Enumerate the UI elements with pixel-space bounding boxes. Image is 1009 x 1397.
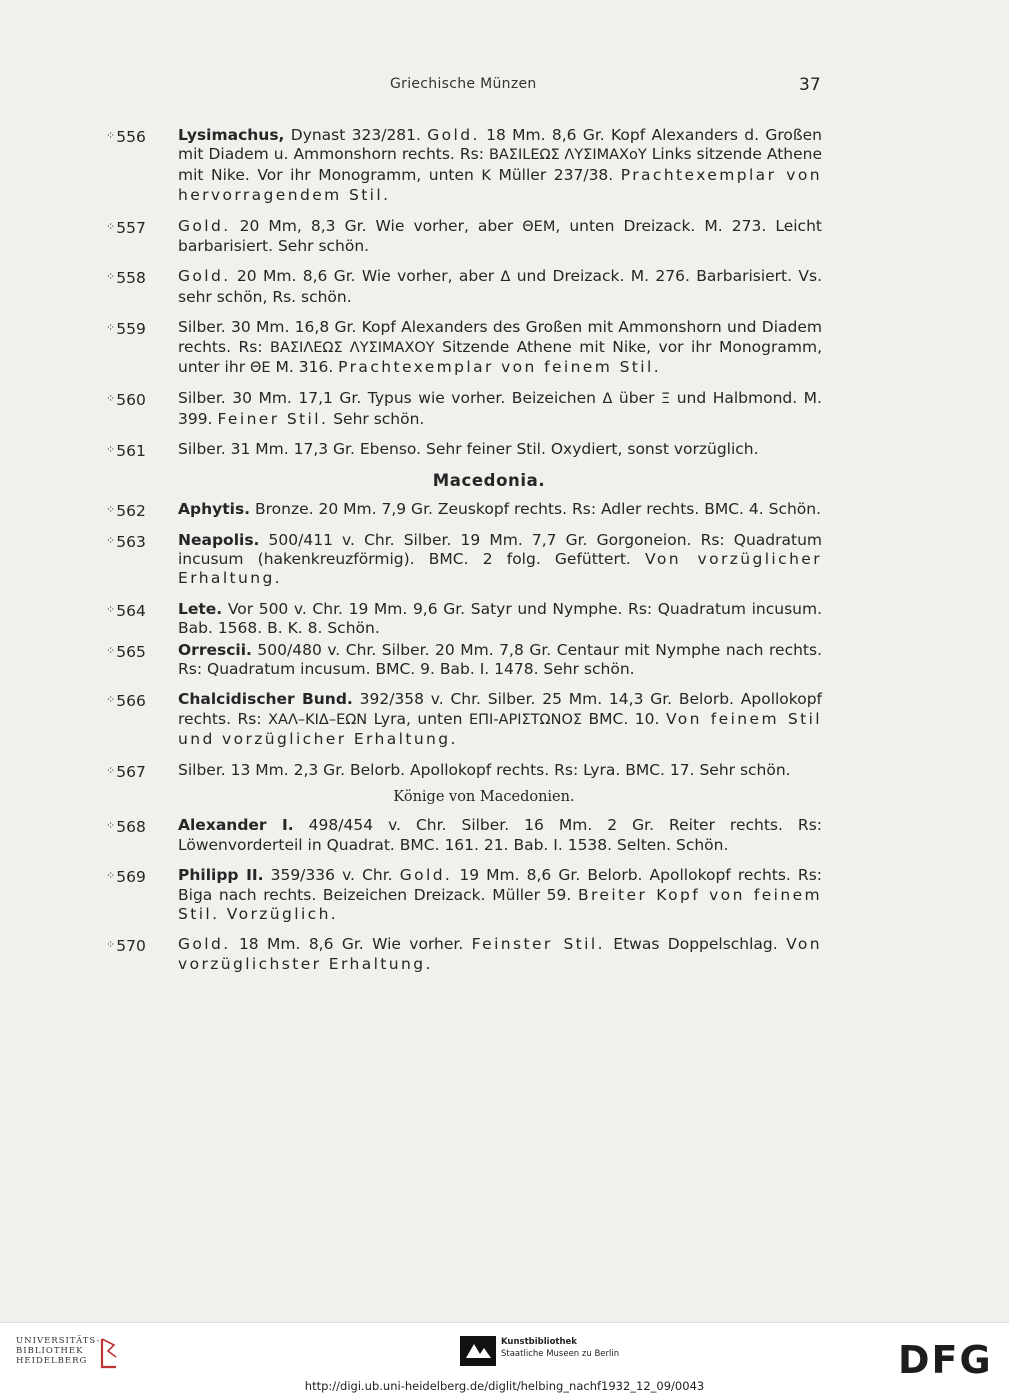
entry-text: BMC. 10. xyxy=(582,709,666,728)
catalog-entry xyxy=(106,267,822,307)
kunstbibliothek-logo-icon[interactable] xyxy=(460,1336,496,1366)
entry-text: Sitzende Athene mit Nike, vor ihr Monogramm, unter ihr xyxy=(178,337,822,377)
greek-legend: ΘΕ xyxy=(250,360,271,377)
emphasis-text: Von vorzüglichster Erhaltung. xyxy=(178,935,822,973)
entry-number xyxy=(106,690,166,711)
emphasis-text: Breiter Kopf von feinem Stil. Vorzüglich. xyxy=(178,885,823,923)
emphasis-text: Gold. xyxy=(178,267,231,286)
entry-text: und Dreizack. M. 276. Barbarisiert. Vs. sehr schön, Rs. schön. xyxy=(178,267,822,306)
entry-text: Etwas Doppelschlag. xyxy=(604,935,787,954)
entry-title: Philipp II. xyxy=(178,866,264,885)
entry-text: Lyra, unten xyxy=(367,709,469,728)
entry-number xyxy=(106,761,166,782)
entry-number-value: 560 xyxy=(116,391,146,410)
entry-text: 359/336 v. Chr. xyxy=(263,866,400,885)
catalog-entry xyxy=(106,690,822,749)
entry-title: Neapolis. xyxy=(178,530,260,549)
emphasis-text: Gold. xyxy=(178,216,231,235)
entries-macedonian-kings xyxy=(106,816,822,974)
entry-text: Silber. 30 Mm. 16,8 Gr. Kopf Alexanders des Großen mit Ammonshorn und Diadem rechts. Rs: xyxy=(178,318,822,356)
entry-text: 18 Mm. 8,6 Gr. Wie vorher. xyxy=(230,935,472,954)
entry-text: 18 Mm. 8,6 Gr. Kopf Alexanders d. Großen mit Diadem u. Ammonshorn rechts. Rs: xyxy=(178,126,822,164)
star-icon: ⁘ xyxy=(106,819,116,833)
entry-number-value: 565 xyxy=(116,642,146,661)
entry-title: Orrescii. xyxy=(178,640,252,659)
star-icon: ⁘ xyxy=(106,321,116,335)
catalog-entry xyxy=(106,389,822,429)
permalink-url[interactable]: http://digi.ub.uni-heidelberg.de/diglit/helbing_nachf1932_12_09/0043 xyxy=(304,1379,705,1393)
entries-thrace xyxy=(106,126,822,460)
entry-number-value: 567 xyxy=(116,762,146,781)
catalog-entry xyxy=(106,531,822,589)
star-icon: ⁘ xyxy=(106,763,116,777)
greek-legend: Δ xyxy=(500,269,511,286)
greek-legend: ΒΑΣILΕΩΣ ΛΥΣIMΑΧοΥ xyxy=(488,147,647,164)
entry-number xyxy=(106,126,166,147)
catalog-entry xyxy=(106,318,822,378)
entry-text: Silber. 31 Mm. 17,3 Gr. Ebenso. Sehr feiner Stil. Oxydiert, sonst vorzüglich. xyxy=(178,440,759,459)
star-icon: ⁘ xyxy=(106,533,116,547)
greek-legend: ΧΑΛ–ΚΙΔ–ΕΩΝ xyxy=(268,711,368,728)
entry-text: Bronze. 20 Mm. 7,9 Gr. Zeuskopf rechts. Rs: Adler rechts. BMC. 4. Schön. xyxy=(250,500,822,519)
dfg-logo[interactable]: DFG xyxy=(898,1338,993,1382)
greek-legend: ΕΠΙ-ΑΡΙΣΤΩΝΟΣ xyxy=(468,711,583,728)
entry-text: 498/454 v. Chr. Silber. 16 Mm. 2 Gr. Reiter rechts. Rs: Löwenvorderteil in Quadrat. BMC. 161. 21. Bab. I. 1538. Selten. Schön. xyxy=(178,816,822,854)
kb-line-2: Staatliche Museen zu Berlin xyxy=(501,1349,620,1359)
greek-legend: ΘΕΜ xyxy=(522,218,556,235)
entry-number-value: 563 xyxy=(116,532,146,551)
emphasis-text: Feinster Stil. xyxy=(471,935,605,954)
section-heading-macedonia: Macedonia. xyxy=(432,470,546,490)
emphasis-text: Gold. xyxy=(399,866,453,885)
star-icon: ⁘ xyxy=(106,938,116,952)
emphasis-text: Von feinem Stil und vorzüglicher Erhaltung. xyxy=(178,709,822,749)
entry-title: Lysimachus, xyxy=(178,126,285,144)
star-icon: ⁘ xyxy=(106,270,116,284)
uni-logo-line: BIBLIOTHEK xyxy=(16,1346,84,1356)
emphasis-text: Feiner Stil. xyxy=(217,409,329,428)
star-icon: ⁘ xyxy=(106,392,116,406)
star-icon: ⁘ xyxy=(106,443,116,457)
catalog-entry xyxy=(106,935,822,974)
entry-number-value: 564 xyxy=(116,601,146,620)
star-icon: ⁘ xyxy=(106,503,116,517)
catalog-entry xyxy=(106,126,822,206)
entry-text: Links sitzende Athene mit Nike. Vor ihr Monogramm, unten xyxy=(178,145,822,184)
catalog-entries xyxy=(106,126,822,974)
entry-text: Silber. 13 Mm. 2,3 Gr. Belorb. Apollokopf rechts. Rs: Lyra. BMC. 17. Sehr schön. xyxy=(178,760,791,779)
entries-macedonia-cities xyxy=(106,500,822,780)
entry-text: über xyxy=(612,389,662,408)
entry-text: 20 Mm, 8,3 Gr. Wie vorher, aber xyxy=(230,216,523,235)
greek-legend: ΒΑΣΙΛΕΩΣ ΛΥΣΙΜΑΧΟΥ xyxy=(270,339,435,356)
running-title: Griechische Münzen xyxy=(390,76,537,92)
entry-number-value: 557 xyxy=(116,218,146,237)
catalog-entry xyxy=(106,440,822,459)
catalog-entry xyxy=(106,761,822,780)
kb-line-1: Kunstbibliothek xyxy=(501,1337,577,1347)
entry-text: Vor 500 v. Chr. 19 Mm. 9,6 Gr. Satyr und Nymphe. Rs: Quadratum incusum. Bab. 1568. B. K. 8. Schön. xyxy=(178,599,822,638)
entry-text: 19 Mm. 8,6 Gr. Belorb. Apollokopf rechts. Rs: Biga nach rechts. Beizeichen Dreizack. Müller 59. xyxy=(178,866,823,904)
entry-text: Müller 237/38. xyxy=(490,165,621,184)
entry-number xyxy=(106,500,166,521)
entry-number-value: 561 xyxy=(116,442,146,461)
entry-text: , unten Dreizack. M. 273. Leicht barbarisiert. Sehr schön. xyxy=(178,216,822,256)
catalog-entry xyxy=(106,641,822,680)
emphasis-text: Gold. xyxy=(427,126,480,144)
entry-number-value: 566 xyxy=(116,692,146,711)
catalog-entry xyxy=(106,600,822,639)
greek-legend: Ξ xyxy=(661,391,671,408)
entry-text: 20 Mm. 8,6 Gr. Wie vorher, aber xyxy=(230,267,501,286)
star-icon: ⁘ xyxy=(106,643,116,657)
uni-logo-line: UNIVERSITÄTS- xyxy=(16,1336,101,1346)
entry-title: Alexander I. xyxy=(178,816,294,835)
emphasis-text: Prachtexemplar von feinem Stil. xyxy=(338,358,662,377)
entry-text: M. 316. xyxy=(270,358,339,377)
entry-number-value: 568 xyxy=(116,818,146,837)
entry-text: 500/411 v. Chr. Silber. 19 Mm. 7,7 Gr. Gorgoneion. Rs: Quadratum incusum (hakenkreuzförmig). BMC. 2 folg. Gefüttert. xyxy=(178,530,822,568)
entry-number xyxy=(106,866,166,887)
catalog-entry xyxy=(106,500,822,519)
catalog-entry xyxy=(106,816,822,855)
star-icon: ⁘ xyxy=(106,219,116,233)
entry-title: Chalcidischer Bund. xyxy=(178,690,353,709)
entry-number xyxy=(106,641,166,662)
entry-number xyxy=(106,389,166,410)
emphasis-text: Von vorzüglicher Erhaltung. xyxy=(178,549,822,588)
entry-title: Aphytis. xyxy=(178,500,251,519)
entry-text: Dynast 323/281. xyxy=(284,126,428,144)
star-icon: ⁘ xyxy=(106,693,116,707)
university-library-logo[interactable] xyxy=(16,1336,100,1366)
greek-legend: Δ xyxy=(602,391,613,408)
uni-logo-line: HEIDELBERG xyxy=(16,1356,88,1366)
entry-number xyxy=(106,600,166,621)
catalog-entry xyxy=(106,217,822,257)
entry-text: 392/358 v. Chr. Silber. 25 Mm. 14,3 Gr. Belorb. Apollokopf rechts. Rs: xyxy=(178,690,822,728)
entry-text: und Halbmond. M. 399. xyxy=(178,389,822,428)
entry-number xyxy=(106,217,166,238)
entry-number-value: 558 xyxy=(116,269,146,288)
catalog-entry xyxy=(106,866,822,924)
entry-number-value: 562 xyxy=(116,502,146,521)
entry-number xyxy=(106,267,166,288)
entry-number xyxy=(106,935,166,956)
entry-number xyxy=(106,318,166,339)
entry-number xyxy=(106,816,166,837)
page-number: 37 xyxy=(799,75,821,95)
kunstbibliothek-label xyxy=(501,1336,619,1360)
star-icon: ⁘ xyxy=(106,869,116,883)
entry-text: Sehr schön. xyxy=(328,409,425,428)
star-icon: ⁘ xyxy=(106,602,116,616)
entry-number xyxy=(106,531,166,552)
greek-legend: Κ xyxy=(481,167,491,184)
entry-number-value: 559 xyxy=(116,320,146,339)
university-emblem-icon xyxy=(94,1335,124,1371)
entry-number xyxy=(106,440,166,461)
entry-title: Lete. xyxy=(178,599,223,618)
entry-text: Silber. 30 Mm. 17,1 Gr. Typus wie vorher. Beizeichen xyxy=(178,389,603,408)
entry-number-value: 569 xyxy=(116,868,146,887)
subheading-kings: Könige von Macedonien. xyxy=(393,788,575,805)
entry-number-value: 556 xyxy=(116,128,146,146)
entry-number-value: 570 xyxy=(116,937,146,956)
emphasis-text: Gold. xyxy=(178,935,231,954)
star-icon: ⁘ xyxy=(106,129,116,142)
emphasis-text: Prachtexemplar von hervorragendem Stil. xyxy=(178,165,822,205)
entry-text: 500/480 v. Chr. Silber. 20 Mm. 7,8 Gr. Centaur mit Nymphe nach rechts. Rs: Quadratum incusum. BMC. 9. Bab. I. 1478. Sehr schön. xyxy=(178,640,822,678)
